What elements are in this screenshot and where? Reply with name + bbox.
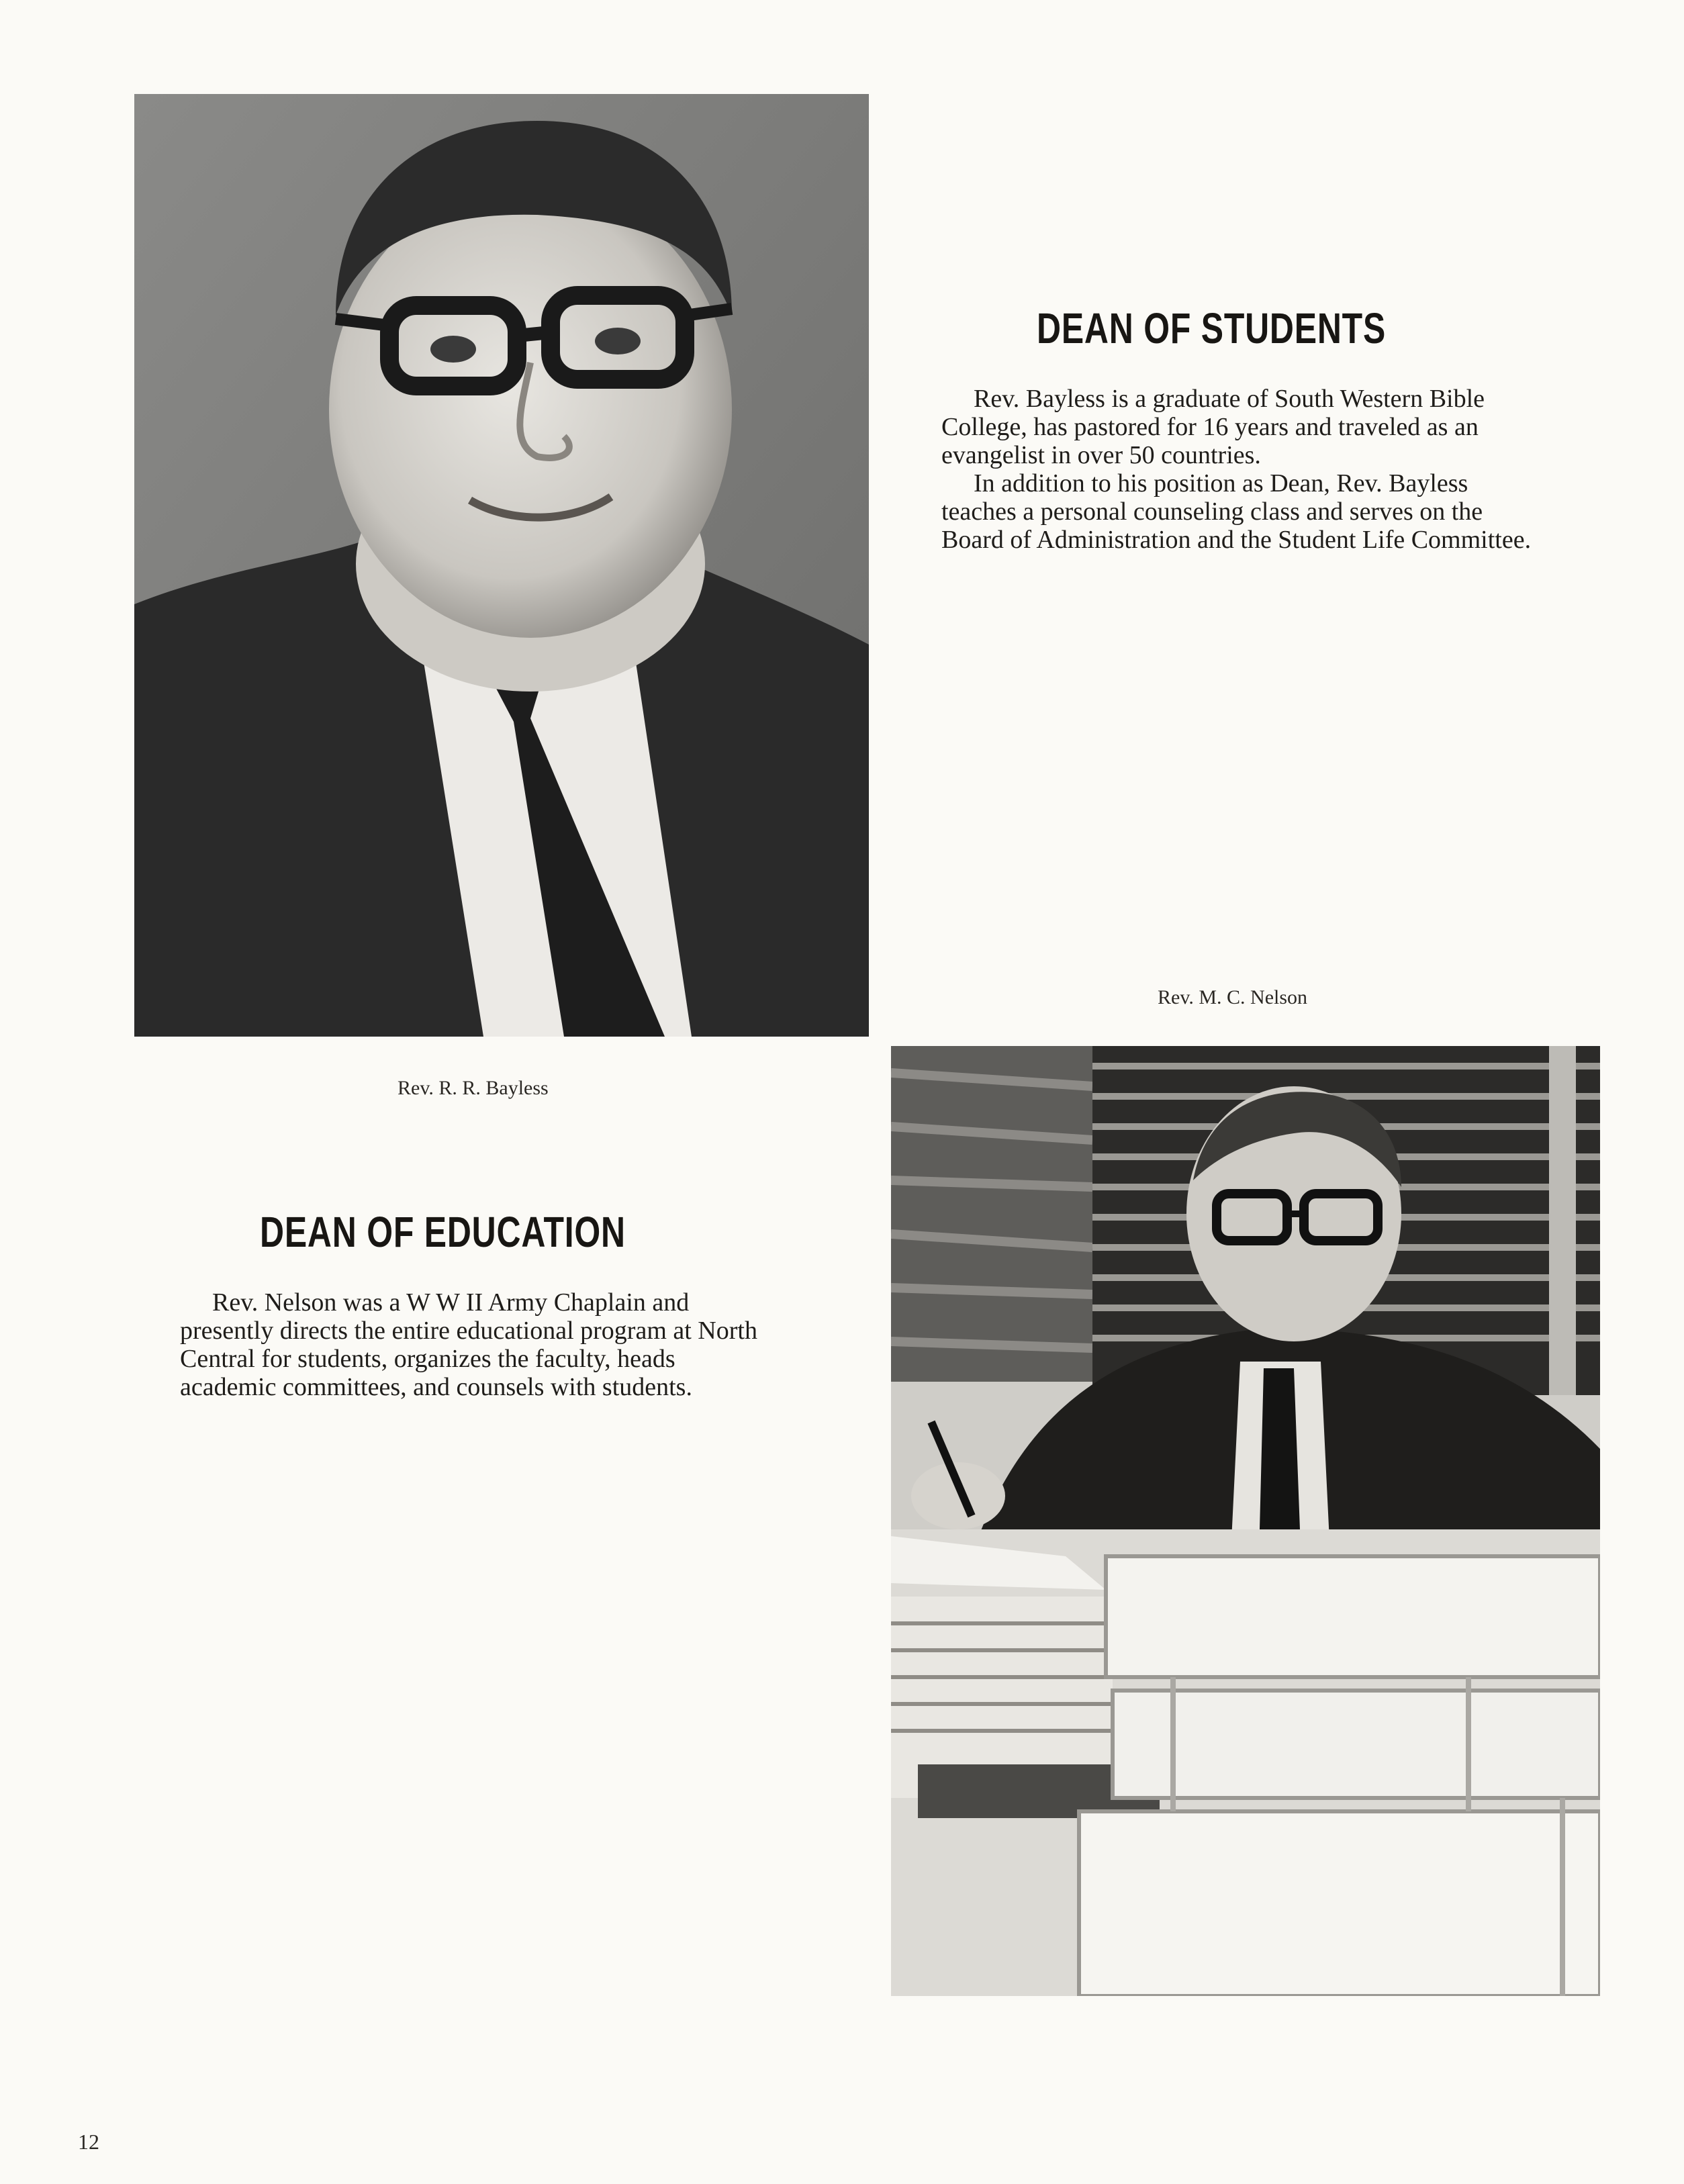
nelson-bio-paragraph-1: Rev. Nelson was a W W II Army Chaplain and presently directs the entire educational program at North Central for students, organizes the faculty, heads academic committees, and counsels with students. xyxy=(180,1288,757,1401)
dean-of-students-heading: DEAN OF STUDENTS xyxy=(1037,304,1387,352)
bayless-photo-caption: Rev. R. R. Bayless xyxy=(397,1077,549,1099)
dean-of-education-text xyxy=(180,1288,771,1401)
nelson-desk-illustration xyxy=(891,1046,1600,1996)
dean-of-students-text xyxy=(941,385,1532,554)
nelson-desk-photo xyxy=(891,1046,1600,1996)
page-number: 12 xyxy=(78,2130,99,2154)
nelson-photo-caption: Rev. M. C. Nelson xyxy=(1158,986,1308,1008)
bayless-portrait-illustration xyxy=(134,94,869,1037)
bayless-portrait-photo xyxy=(134,94,869,1037)
dean-of-education-heading: DEAN OF EDUCATION xyxy=(260,1208,626,1256)
bayless-bio-paragraph-2: In addition to his position as Dean, Rev. Bayless teaches a personal counseling class and serves on the Board of Administration and the Student Life Committee. xyxy=(941,469,1532,554)
bayless-bio-paragraph-1: Rev. Bayless is a graduate of South Western Bible College, has pastored for 16 years and traveled as an evangelist in over 50 countries. xyxy=(941,385,1485,469)
